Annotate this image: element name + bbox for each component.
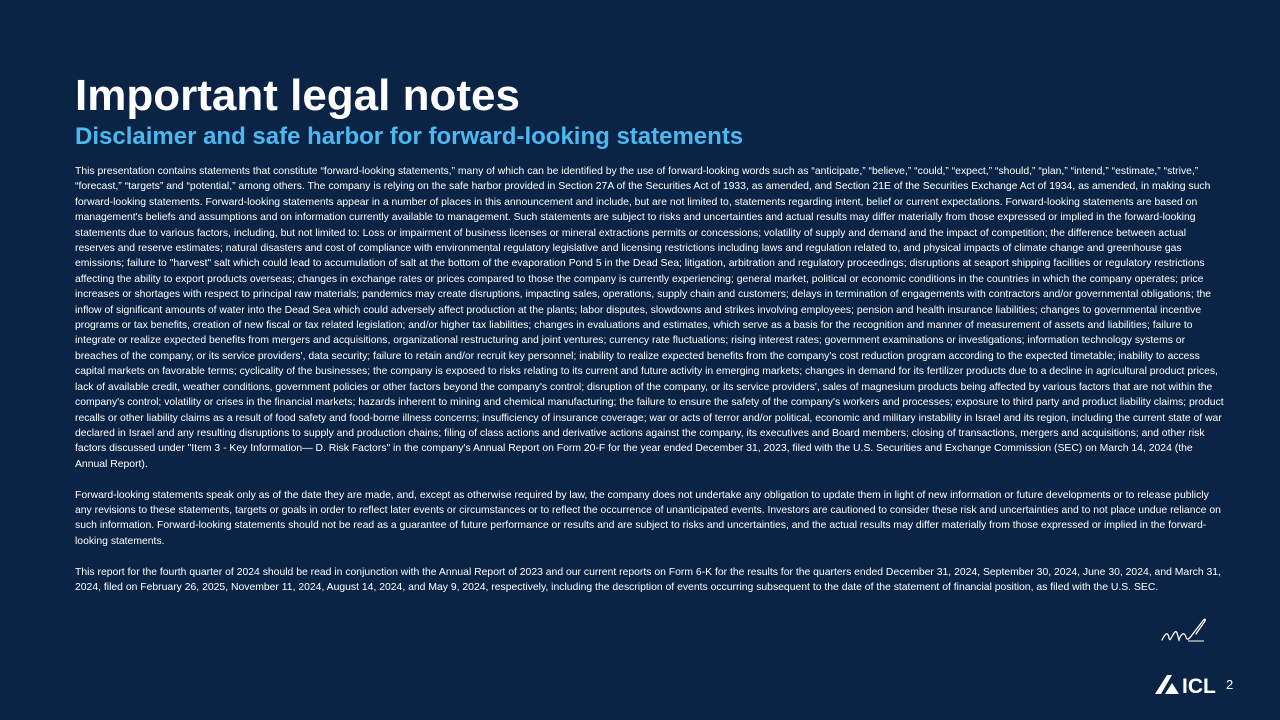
slide-subtitle: Disclaimer and safe harbor for forward-looking statements <box>75 123 744 150</box>
signature-icon <box>1158 610 1210 650</box>
paragraph-update-obligation: Forward-looking statements speak only as of the date they are made, and, except as otherwise required by law, the company does not undertake any obligation to update them in light of new information or future developments or to release publicly any revisions to these statements, targets or goals in order to reflect later events or circumstances or to reflect the occurrence of unanticipated events. Investors are cautioned to consider these risk and uncertainties and to not place undue reliance on such information. Forward-looking statements should not be read as a guarantee of future performance or results and are subject to risks and uncertainties, and the actual results may differ materially from those expressed or implied in the forward-looking statements. <box>75 489 1221 547</box>
logo-text: ICL <box>1182 675 1216 696</box>
icl-logo-icon <box>1155 672 1217 696</box>
page-number: 2 <box>1226 677 1234 692</box>
paragraph-forward-looking: This presentation contains statements that constitute “forward-looking statements,” many of which can be identified by the use of forward-looking words such as “anticipate,” “believe,” “could,” “expect,” “should,” “plan,” “intend,” “estimate,” “strive,” “forecast,” “targets” and “potential,” among others. The company is relying on the safe harbor provided in Section 27A of the Securities Act of 1933, as amended, and Section 21E of the Securities Exchange Act of 1934, as amended, in making such forward-looking statements. Forward-looking statements appear in a number of places in this announcement and include, but are not limited to, statements regarding intent, belief or current expectations. Forward-looking statements are based on management's beliefs and assumptions and on information currently available to management. Such statements are subject to risks and uncertainties and actual results may differ materially from those expressed or implied in the forward-looking statements due to various factors, including, but not limited to: Loss or impairment of business licenses or mineral extractions permits or concessions; volatility of supply and demand and the impact of competition; the difference between actual reserves and reserve estimates; natural disasters and cost of compliance with environmental regulatory legislative and licensing restrictions including laws and regulation related to, and physical impacts of climate change and greenhouse gas emissions; failure to "harvest" salt which could lead to accumulation of salt at the bottom of the evaporation Pond 5 in the Dead Sea; litigation, arbitration and regulatory proceedings; disruptions at seaport shipping facilities or regulatory restrictions affecting the ability to export products overseas; changes in exchange rates or prices compared to those the company is currently experiencing; general market, political or economic conditions in the countries in which the company operates; price increases or shortages with respect to principal raw materials; pandemics may create disruptions, impacting sales, operations, supply chain and customers; delays in termination of engagements with contractors and/or governmental obligations; the inflow of significant amounts of water into the Dead Sea which could adversely affect production at the plants; labor disputes, slowdowns and strikes involving employees; pension and health insurance liabilities; changes to governmental incentive programs or tax benefits, creation of new fiscal or tax related legislation; and/or higher tax liabilities; changes in evaluations and estimates, which serve as a basis for the recognition and manner of measurement of assets and liabilities; failure to integrate or realize expected benefits from mergers and acquisitions, organizational restructuring and joint ventures; currency rate fluctuations; rising interest rates; government examinations or investigations; information technology systems or breaches of the company, or its service providers', data security; failure to retain and/or recruit key personnel; inability to realize expected benefits from the company's cost reduction program according to the expected timetable; inability to access capital markets on favorable terms; cyclicality of the businesses; the company is exposed to risks relating to its current and future activity in emerging markets; changes in demand for its fertilizer products due to a decline in agricultural product prices, lack of available credit, weather conditions, government policies or other factors beyond the company's control; disruption of the company, or its service providers', sales of magnesium products being affected by various factors that are not within the company's control; volatility or crises in the financial markets; hazards inherent to mining and chemical manufacturing; the failure to ensure the safety of the company's workers and processes; exposure to third party and product liability claims; product recalls or other liability claims as a result of food safety and food-borne illness concerns; insufficiency of insurance coverage; war or acts of terror and/or political, economic and military instability in Israel and its region, including the current state of war declared in Israel and any resulting disruptions to supply and production chains; filing of class actions and derivative actions against the company, its executives and Board members; closing of transactions, mergers and acquisitions; and other risk factors discussed under "Item 3 - Key Information— D. Risk Factors" in the company's Annual Report on Form 20-F for the year ended December 31, 2023, filed with the U.S. Securities and Exchange Commission (SEC) on March 14, 2024 (the Annual Report). <box>75 166 1224 470</box>
slide-title: Important legal notes <box>75 71 520 120</box>
paragraph-report-conjunction: This report for the fourth quarter of 2024 should be read in conjunction with the Annual Report of 2023 and our current reports on Form 6-K for the results for the quarters ended December 31, 2024, September 30, 2024, June 30, 2024, and March 31, 2024, filed on February 26, 2025, November 11, 2024, August 14, 2024, and May 9, 2024, respectively, including the description of events occurring subsequent to the date of the statement of financial position, as filed with the U.S. SEC. <box>75 566 1221 593</box>
legal-text <box>75 164 1225 611</box>
